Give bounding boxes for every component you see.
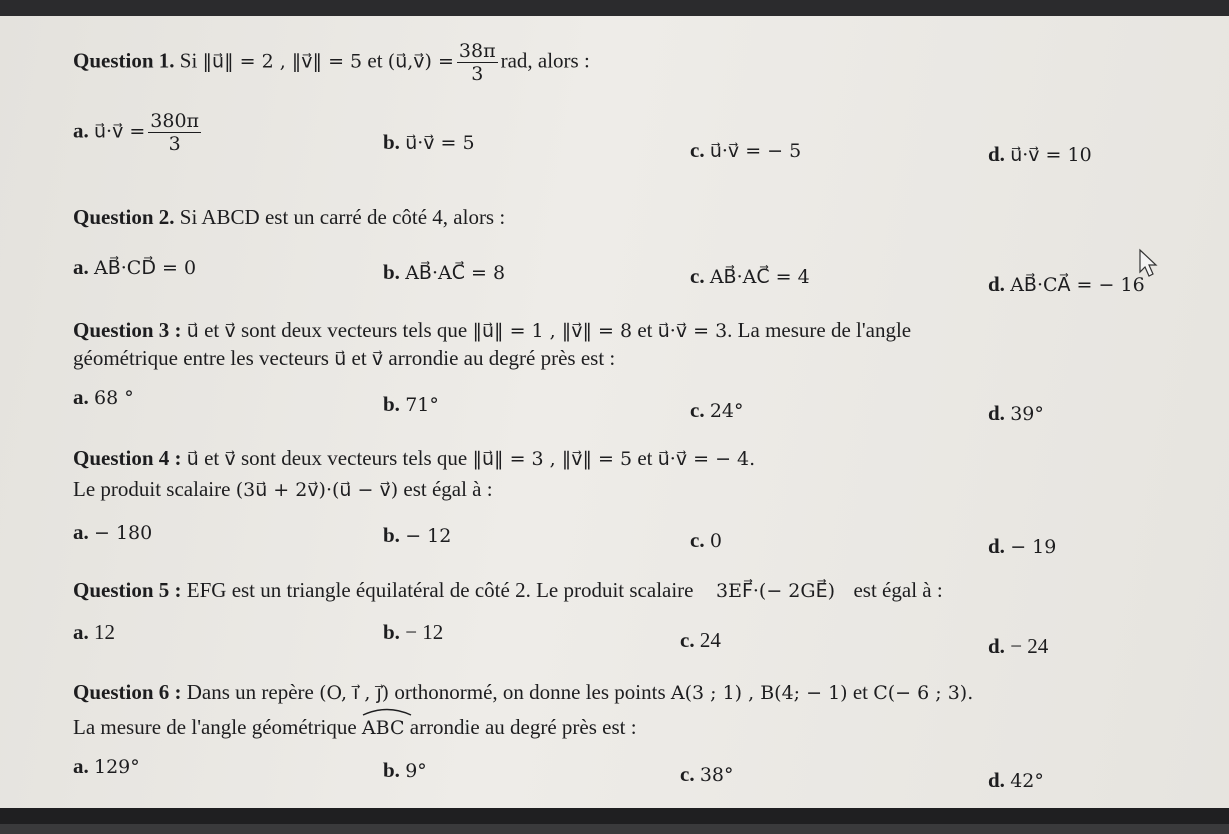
- q1-option-a-fraction: $\frac{380\pi}{3}$: [150, 110, 200, 155]
- q2-option-a[interactable]: a. AB⃗·CD⃗ = 0: [73, 255, 197, 279]
- bottom-frame-accent: [0, 824, 1229, 834]
- q1-option-c[interactable]: c. u⃗·v⃗ = − 5: [690, 138, 802, 162]
- angle-hat-icon: [362, 706, 412, 716]
- q1-post: rad, alors :: [500, 48, 590, 73]
- q4-option-c[interactable]: c. 0: [690, 528, 722, 552]
- q6-angle-abc: ABC: [362, 712, 405, 740]
- q4-option-a[interactable]: a. − 180: [73, 520, 153, 544]
- question-3-line-2: géométrique entre les vecteurs u⃗ et v⃗ arrondie au degré près est :: [73, 346, 616, 370]
- q1-et: et: [367, 48, 383, 73]
- mouse-pointer-icon: [1138, 248, 1160, 278]
- q5-option-a[interactable]: a. 12: [73, 620, 115, 644]
- q1-angle-lhs: (u⃗,v⃗) =: [387, 50, 454, 73]
- q5-option-b[interactable]: b. − 12: [383, 620, 444, 644]
- q1-option-b[interactable]: b. u⃗·v⃗ = 5: [383, 130, 475, 154]
- q2-option-c[interactable]: c. AB⃗·AC⃗ = 4: [690, 264, 810, 288]
- question-1-label: Question 1.: [73, 48, 175, 73]
- q1-angle-fraction: $\frac{38\pi}{3}$: [458, 40, 496, 85]
- q3-option-d[interactable]: d. 39°: [988, 401, 1044, 425]
- question-2-label: Question 2.: [73, 205, 175, 229]
- q3-option-c[interactable]: c. 24°: [690, 398, 744, 422]
- question-3-label: Question 3 :: [73, 318, 182, 342]
- question-4-line-2: Le produit scalaire (3u⃗ + 2v⃗)·(u⃗ − v⃗) est égal à :: [73, 477, 493, 501]
- bottom-frame-edge: [0, 808, 1229, 834]
- q6-option-a[interactable]: a. 129°: [73, 754, 140, 778]
- q4-option-b[interactable]: b. − 12: [383, 523, 452, 547]
- q5-option-d[interactable]: d. − 24: [988, 634, 1049, 658]
- question-1: [73, 40, 590, 85]
- q6-option-d[interactable]: d. 42°: [988, 768, 1044, 792]
- q2-option-b[interactable]: b. AB⃗·AC⃗ = 8: [383, 260, 506, 284]
- q3-option-a[interactable]: a. 68 °: [73, 385, 134, 409]
- top-frame-edge: [0, 0, 1229, 16]
- question-5-label: Question 5 :: [73, 578, 182, 602]
- q4-option-d[interactable]: d. − 19: [988, 534, 1057, 558]
- question-6-label: Question 6 :: [73, 680, 182, 704]
- question-3: Question 3 : u⃗ et v⃗ sont deux vecteurs tels que ‖u⃗‖ = 1 , ‖v⃗‖ = 8 et u⃗·v⃗ = 3. La mesure de l'angle: [73, 318, 912, 342]
- q1-option-a[interactable]: a. u⃗·v⃗ = $\frac{380\pi}{3}$: [73, 110, 200, 155]
- q6-option-b[interactable]: b. 9°: [383, 758, 427, 782]
- question-4: Question 4 : u⃗ et v⃗ sont deux vecteurs tels que ‖u⃗‖ = 3 , ‖v⃗‖ = 5 et u⃗·v⃗ = − 4.: [73, 446, 756, 470]
- q5-option-c[interactable]: c. 24: [680, 628, 721, 652]
- q1-si: Si: [179, 48, 198, 73]
- question-4-label: Question 4 :: [73, 446, 182, 470]
- q1-option-d[interactable]: d. u⃗·v⃗ = 10: [988, 142, 1092, 166]
- q3-option-b[interactable]: b. 71°: [383, 392, 439, 416]
- question-6-line-2: La mesure de l'angle géométrique ABC arrondie au degré près est :: [73, 712, 637, 740]
- q2-option-d[interactable]: d. AB⃗·CA⃗ = − 16: [988, 272, 1145, 296]
- question-6: Question 6 : Dans un repère (O, i⃗ , j⃗) orthonormé, on donne les points A(3 ; 1) , B(4; − 1) et C(− 6 ; 3).: [73, 680, 974, 704]
- q6-option-c[interactable]: c. 38°: [680, 762, 734, 786]
- question-2: Question 2. Si ABCD est un carré de côté 4, alors :: [73, 205, 506, 229]
- question-5: Question 5 : EFG est un triangle équilatéral de côté 2. Le produit scalaire 3EF⃗·(− 2GE⃗) est égal à :: [73, 578, 943, 602]
- q1-norms: ‖u⃗‖ = 2 , ‖v⃗‖ = 5: [202, 50, 363, 73]
